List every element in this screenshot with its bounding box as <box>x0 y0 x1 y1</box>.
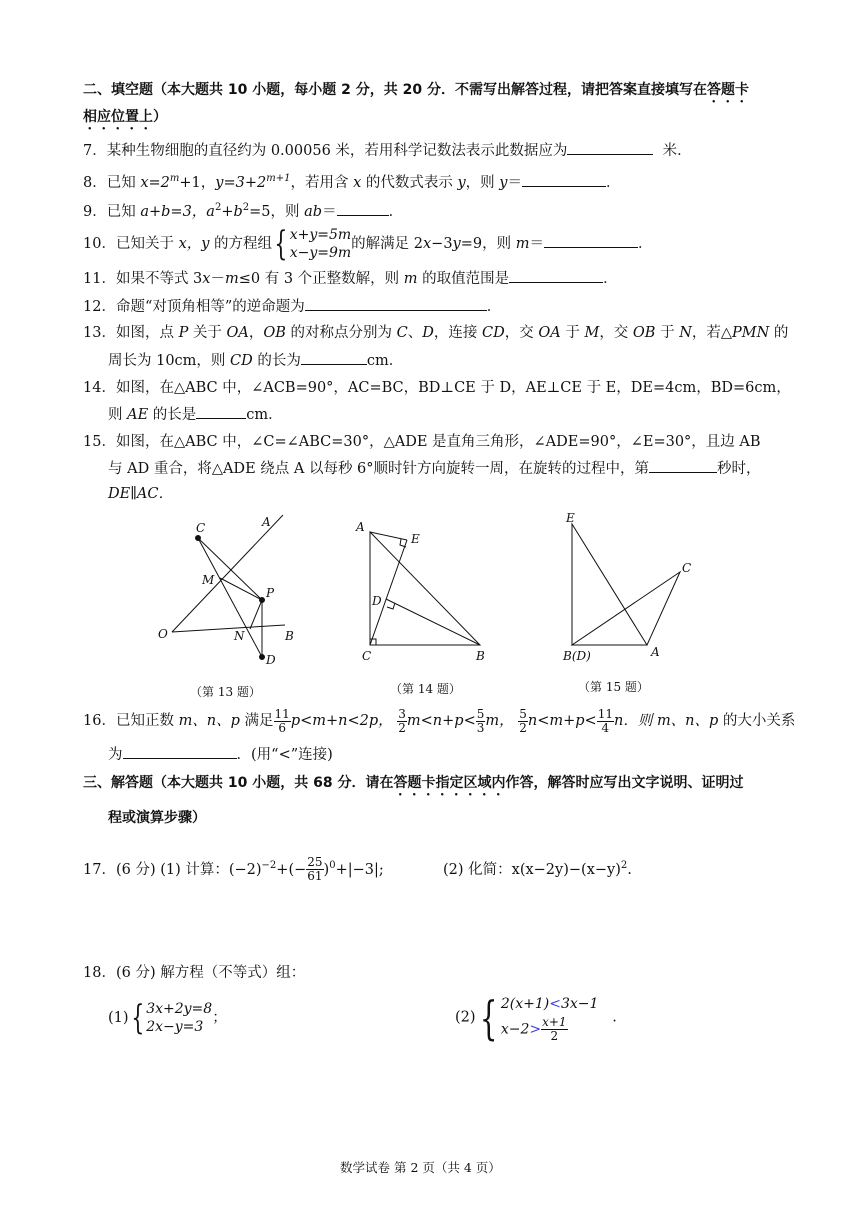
q13-t16: M <box>584 325 600 341</box>
question-11: 11．如果不等式 3x－m≤0 有 3 个正整数解，则 m 的取值范围是 ． <box>83 268 618 289</box>
q8-t3: m <box>169 173 180 184</box>
q7-blank[interactable] <box>567 140 653 155</box>
q10-t8: =9，则 <box>460 236 516 252</box>
q16-t1: 16．已知正数 <box>83 713 179 729</box>
q18-system2 <box>501 992 599 1043</box>
q9-t6: =5，则 <box>249 203 305 220</box>
fig13-line-cd <box>198 538 262 657</box>
q17-t9: . <box>627 861 632 878</box>
fig14-label-b: B <box>476 649 485 663</box>
section2-heading-cont <box>83 107 167 133</box>
q18-p1: (1) <box>108 1010 129 1026</box>
q17-t4: ) <box>323 861 330 878</box>
q18-brace2: { <box>479 990 497 1045</box>
q10-t6: −3 <box>431 236 453 252</box>
fig15-label-a: A <box>651 645 660 659</box>
q8-t12: y <box>499 174 508 191</box>
figure-14 <box>350 515 500 670</box>
question-12: 12．命题“对顶角相等”的逆命题为 ． <box>83 296 501 317</box>
fig14-triangle-abc <box>370 532 480 645</box>
question-18 <box>83 963 305 983</box>
question-15 <box>83 432 761 452</box>
fig14-label-d: D <box>372 594 382 608</box>
q13-t21: ，若△ <box>691 325 733 341</box>
fig14-line-ce <box>370 540 407 645</box>
q17-t3: +(− <box>276 861 307 878</box>
q18-fd: 2 <box>550 1029 559 1043</box>
q17-t8: 2 <box>620 860 628 871</box>
q9-blank[interactable] <box>337 201 389 216</box>
fig13-label-p: P <box>266 586 275 600</box>
q14-t4: cm． <box>246 407 283 423</box>
section3-heading-cont <box>108 808 206 828</box>
q17-t1: 17．(6 分) (1) 计算：(−2) <box>83 861 262 878</box>
q13-t4: OA <box>226 325 249 341</box>
q8-t5: y=3+2 <box>215 174 267 191</box>
q16-f3n: 5 <box>476 706 485 721</box>
q8-blank[interactable] <box>522 172 606 187</box>
q7-unit: 米． <box>662 143 692 159</box>
fig13-line-mp <box>220 578 262 600</box>
q18-dot: . <box>612 1009 617 1026</box>
fig13-point-p <box>260 598 265 603</box>
question-13 <box>83 323 788 343</box>
q13-t17: ，交 <box>599 325 633 341</box>
q16-t10: 的大小关系 <box>718 713 796 729</box>
fig14-line-ae <box>370 532 407 540</box>
q16-t2: m、n、p <box>178 713 240 729</box>
q13-t11: ，连接 <box>433 325 483 341</box>
question-18-part1 <box>108 998 227 1038</box>
q12-text: 12．命题“对顶角相等”的逆命题为 <box>83 299 305 315</box>
q15-text-3: 秒时， <box>717 461 761 477</box>
q13-t9: 、 <box>407 325 423 341</box>
section3-t2: 作答，解答时应写出文字说明、证明过 <box>505 775 744 791</box>
question-10: 10．已知关于 x，y 的方程组{ x+y=5m x−y=9m的解满足 2x−3y=9，则 m＝ ． <box>83 224 653 264</box>
q11-t7: 的取值范围是 <box>417 271 510 287</box>
q13-t12: CD <box>482 325 505 341</box>
q13-blank[interactable] <box>301 350 367 365</box>
q18-semi: ； <box>212 1010 227 1026</box>
q16-frac1 <box>274 708 291 735</box>
fig13-point-d <box>260 655 265 660</box>
q16-f4d: 2 <box>519 720 527 735</box>
q18-ineq2a: x−2 <box>500 1021 530 1038</box>
fig13-label-a: A <box>262 515 271 529</box>
q13-t23: 的 <box>769 325 789 341</box>
caption-15: （第 15 题） <box>578 680 649 694</box>
q8-t11: ，则 <box>465 174 500 191</box>
q17-fd: 61 <box>307 869 323 884</box>
q11-t6: m <box>403 271 418 287</box>
q8-t9: 的代数式表示 <box>361 174 458 191</box>
q8-t8: x <box>353 174 362 191</box>
q11-t2: x <box>202 271 211 287</box>
fig14-line-bd <box>386 599 480 645</box>
section3-emph: 答题卡指定区域内 <box>393 775 506 791</box>
q16-t4: p<m+n<2p， <box>290 713 393 729</box>
fig13-label-c: C <box>196 521 206 535</box>
q16-f1d: 6 <box>278 720 286 735</box>
q8-t7: ，若用含 <box>290 174 354 191</box>
question-14-cont <box>108 404 283 425</box>
section3-t3: 程或演算步骤） <box>108 810 206 826</box>
q18-fn: x+1 <box>542 1015 567 1029</box>
q16-frac4 <box>518 708 528 735</box>
question-18-part2 <box>455 992 617 1043</box>
fig13-label-n: N <box>234 629 245 643</box>
q13-t18: OB <box>632 325 656 341</box>
q18-eq1: 3x+2y=8 <box>146 1001 213 1017</box>
page-footer: 数学试卷 第 2 页（共 4 页） <box>340 1160 501 1175</box>
fig14-label-c: C <box>362 649 372 663</box>
q8-t10: y <box>457 174 466 191</box>
q13-t20: N <box>679 325 692 341</box>
q14-t1: 则 <box>108 407 128 423</box>
q9-t8: ＝ <box>322 203 337 220</box>
fig13-label-m: M <box>202 573 215 587</box>
q16-t5: m<n+p< <box>406 713 476 729</box>
question-15-cont <box>108 458 761 479</box>
q18-ineq2-sign: > <box>529 1021 542 1038</box>
q16-t11: 为 <box>108 747 123 763</box>
fig13-label-b: B <box>285 629 294 643</box>
q18-p2: (2) <box>455 1009 476 1026</box>
q15-blank[interactable] <box>649 458 717 473</box>
q10-t4: 的解满足 2 <box>351 236 423 252</box>
q16-t7: n<m+p< <box>527 713 597 729</box>
q11-t1: 11．如果不等式 3 <box>83 271 203 287</box>
q16-f5n: 11 <box>597 706 613 721</box>
fig15-triangle-ade <box>572 524 647 645</box>
q10-t1: 10．已知关于 <box>83 236 179 252</box>
q10-brace: { <box>274 224 288 264</box>
question-8: 8．已知 $x=2^m+1$，$y=3+2^{m+1}$，若用含 x 的代数式表示 y，则 y＝ ． <box>83 173 621 191</box>
q13-t14: OA <box>538 325 561 341</box>
fig13-label-o: O <box>158 627 168 641</box>
q13-t24: 周长为 10cm，则 <box>108 353 231 369</box>
q14-t3: 的长是 <box>148 407 197 423</box>
q16-f2n: 3 <box>398 706 406 721</box>
question-9: 9．已知 a+b=3，$a^2+b^2=5$，则 ab＝ ． <box>83 202 404 220</box>
q13-t26: 的长为 <box>252 353 301 369</box>
q14-blank[interactable] <box>196 404 246 419</box>
question-14 <box>83 378 791 398</box>
q8-t6: m+1 <box>266 173 291 184</box>
q7-text: 7．某种生物细胞的直径约为 0.00056 米，若用科学记数法表示此数据应为 <box>83 143 568 159</box>
q9-t2: a+b=3，a <box>140 203 215 220</box>
q10-eq1: x+y=5m <box>289 227 352 243</box>
q13-t8: C <box>396 325 408 341</box>
q10-eq2: x−y=9m <box>289 245 352 261</box>
fig14-right-angle-d <box>387 603 395 609</box>
q10-blank[interactable] <box>544 233 638 248</box>
q9-t5: 2 <box>242 202 250 213</box>
q11-blank[interactable] <box>509 268 603 283</box>
section3-t1: 三、解答题（本大题共 10 小题，共 68 分．请在 <box>83 775 394 791</box>
q10-t2: x，y <box>178 236 210 252</box>
question-13-cont <box>108 350 403 371</box>
q9-t3: 2 <box>214 202 222 213</box>
question-16 <box>83 704 795 738</box>
fig13-ray-ob <box>172 625 285 632</box>
q8-t2: x=2 <box>140 174 170 191</box>
fig13-line-np <box>250 600 262 629</box>
q14-t2: AE <box>127 407 149 423</box>
section2-title-end: ） <box>153 109 167 125</box>
q8-t4: +1， <box>179 174 216 191</box>
q17-t5: 0 <box>329 860 336 871</box>
q16-t8: n．则 <box>613 713 657 729</box>
section2-title-text: 二、填空题（本大题共 10 小题，每小题 2 分，共 20 分．不需写出解答过程，请把答案直接填写在 <box>83 82 707 98</box>
fig13-label-d: D <box>266 653 276 667</box>
q18-ineq1a: 2(x+1) <box>500 996 550 1012</box>
q8-t13: ＝ <box>507 174 522 191</box>
q18-title: 18．(6 分) 解方程（不等式）组： <box>83 965 306 981</box>
q16-f4n: 5 <box>519 706 527 721</box>
q16-f1n: 11 <box>274 706 290 721</box>
q13-t6: OB <box>263 325 286 341</box>
q18-system1 <box>146 1000 212 1036</box>
q13-t10: D <box>422 325 434 341</box>
q16-t3: 满足 <box>239 713 274 729</box>
q13-t1: 13．如图，点 <box>83 325 179 341</box>
q18-ineq1b: 3x−1 <box>560 996 599 1012</box>
q9-t4: +b <box>221 203 243 220</box>
section3-heading <box>83 773 743 799</box>
q13-t3: 关于 <box>188 325 227 341</box>
section2-title-emph2: 相应位置上 <box>83 109 153 125</box>
q13-t13: ，交 <box>504 325 539 341</box>
section2-heading <box>83 80 749 106</box>
q15-text-2: 与 AD 重合，将△ADE 绕点 A 以每秒 6°顺时针方向旋转一周，在旋转的过程中，第 <box>108 461 650 477</box>
q10-system <box>290 226 351 262</box>
q10-t9: m <box>515 236 530 252</box>
fig15-label-c: C <box>682 561 692 575</box>
q16-t9: m、n、p <box>656 713 719 729</box>
q16-frac3 <box>476 708 486 735</box>
caption-13: （第 13 题） <box>190 685 261 699</box>
q16-blank[interactable] <box>123 744 237 759</box>
q11-t5: ≤0 有 3 个正整数解，则 <box>238 271 404 287</box>
fig13-point-c <box>196 536 201 541</box>
q17-frac <box>306 856 323 883</box>
q10-t5: x <box>422 236 432 252</box>
fig13-ray-oa <box>172 515 283 632</box>
q17-t6: +|−3|; <box>335 861 384 878</box>
q11-t4: m <box>224 271 239 287</box>
q18-eq2: 2x−y=3 <box>146 1019 204 1035</box>
q16-t6: m， <box>485 713 514 729</box>
fig15-label-bd: B(D) <box>563 649 591 663</box>
q13-t22: PMN <box>732 325 770 341</box>
q18-frac <box>541 1016 567 1043</box>
fig15-label-e: E <box>566 511 575 525</box>
q13-t27: cm． <box>366 353 404 369</box>
figure-15 <box>555 510 705 665</box>
q10-t10: ＝ <box>529 236 544 252</box>
q16-t12: ．(用“<”连接) <box>236 747 333 763</box>
q15-text-1: 15．如图，在△ABC 中，∠C=∠ABC=30°，△ADE 是直角三角形，∠ADE=90°，∠E=30°，且边 AB <box>83 434 761 450</box>
q16-f3d: 3 <box>476 720 485 735</box>
section2-title-emph1: 答题卡 <box>706 82 749 98</box>
q11-t3: － <box>210 271 225 287</box>
fig15-triangle-abc <box>572 572 680 645</box>
q13-t19: 于 <box>655 325 680 341</box>
q18-brace1: { <box>130 998 144 1038</box>
caption-14: （第 14 题） <box>390 682 461 696</box>
q14-text: 14．如图，在△ABC 中，∠ACB=90°，AC=BC，BD⊥CE 于 D，AE⊥CE 于 E，DE=4cm，BD=6cm， <box>83 380 791 396</box>
question-17 <box>83 846 632 890</box>
q16-f2d: 2 <box>398 720 406 735</box>
question-16-cont <box>108 744 333 765</box>
q10-t3: 的方程组 <box>209 236 273 252</box>
q16-f5d: 4 <box>601 720 610 735</box>
q15-text-4: DE∥AC． <box>108 486 173 502</box>
q17-t2: −2 <box>261 860 277 871</box>
question-7 <box>83 140 692 161</box>
q13-t5: ， <box>248 325 264 341</box>
q13-t2: P <box>178 325 189 341</box>
q13-t15: 于 <box>560 325 585 341</box>
q12-blank[interactable] <box>305 296 487 311</box>
q13-t25: CD <box>230 353 253 369</box>
q17-t7: (2) 化简：x(x−2y)−(x−y) <box>443 861 621 878</box>
q18-ineq1-sign: < <box>549 996 561 1012</box>
q10-t7: y <box>452 236 461 252</box>
q16-frac5 <box>597 708 614 735</box>
q13-t7: 的对称点分别为 <box>285 325 397 341</box>
q16-frac2 <box>397 708 407 735</box>
fig14-label-a: A <box>356 520 365 534</box>
q9-t1: 9．已知 <box>83 203 141 220</box>
q9-t7: ab <box>304 203 323 220</box>
q17-fn: 25 <box>307 855 323 870</box>
question-15-cont2 <box>108 484 173 504</box>
fig14-label-e: E <box>411 532 420 546</box>
q8-t1: 8．已知 <box>83 174 141 191</box>
figure-13 <box>150 510 300 670</box>
